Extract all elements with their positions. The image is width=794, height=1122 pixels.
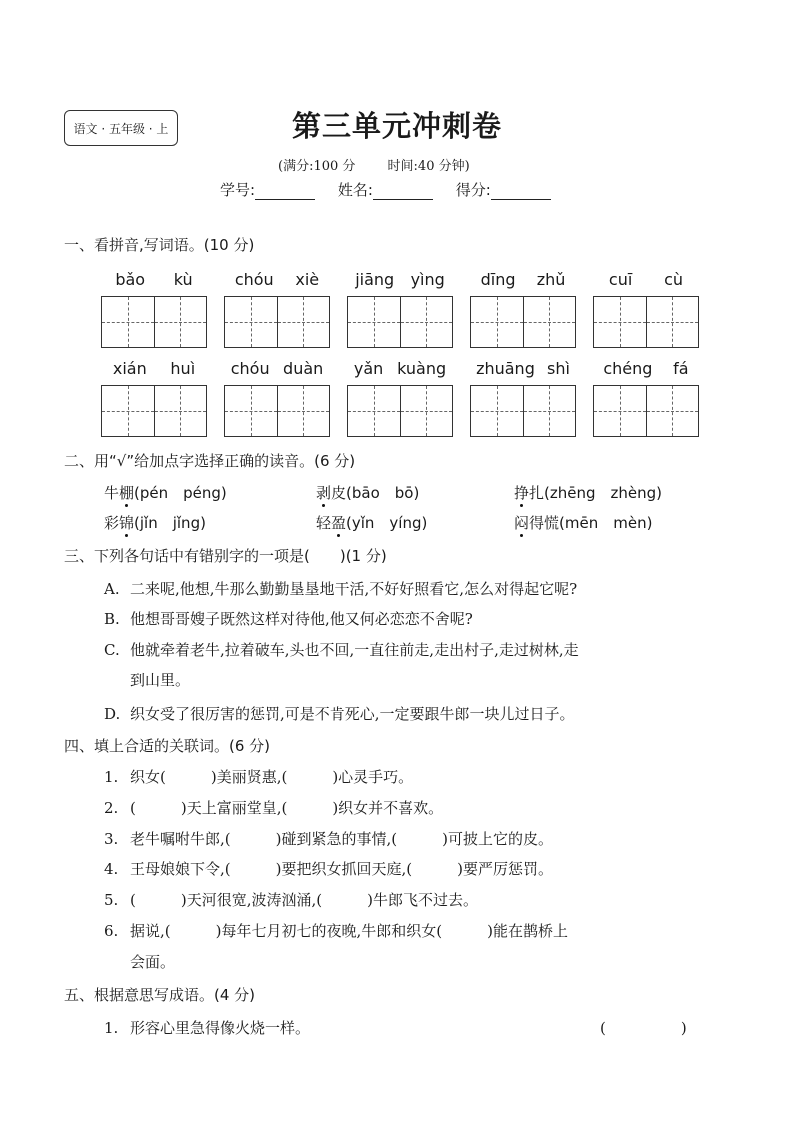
student-id-label: 学号: (220, 181, 256, 199)
pinyin: kù (173, 270, 193, 289)
question-item[interactable] (104, 889, 478, 910)
writing-grid[interactable] (347, 296, 453, 348)
reading-item[interactable] (104, 482, 227, 503)
score-label: 得分: (455, 181, 491, 199)
pinyin: yǎn (353, 359, 384, 378)
name-label: 姓名: (337, 181, 373, 199)
writing-grid[interactable] (224, 296, 330, 348)
pinyin: shì (546, 359, 570, 378)
name-field[interactable] (338, 179, 433, 200)
char: 轻 (316, 514, 332, 532)
pinyin: chóu (234, 270, 274, 289)
question-text: 织女( )美丽贤惠,( )心灵手巧。 (130, 768, 414, 786)
reading-item[interactable] (514, 512, 652, 533)
option-text: 二来呢,他想,牛那么勤勤垦垦地干活,不好好照看它,怎么对得起它呢? (130, 580, 578, 598)
pinyin: xián (112, 359, 147, 378)
pinyin-group (101, 270, 207, 348)
question-text: 形容心里急得像火烧一样。 (130, 1019, 311, 1037)
student-info (220, 179, 569, 200)
answer-blank[interactable]: ( ) (600, 1019, 687, 1037)
pinyin-options: (zhēng zhèng) (544, 484, 663, 502)
question-number: 4. (104, 860, 119, 878)
pinyin-group (101, 359, 207, 437)
char: 皮 (331, 484, 347, 502)
subject-grade-text: 语文 · 五年级 · 上 (73, 121, 169, 136)
question-item[interactable] (104, 797, 443, 818)
option-c[interactable] (104, 639, 579, 660)
writing-grid[interactable] (470, 296, 576, 348)
full-score: (满分:100 分 (278, 159, 356, 174)
dotted-char: 剥 (316, 484, 332, 502)
pinyin: kuàng (397, 359, 447, 378)
pinyin: huì (170, 359, 196, 378)
page-title: 第三单元冲刺卷 (291, 109, 502, 143)
question-number: 6. (104, 922, 119, 940)
pinyin-group (593, 359, 699, 437)
pinyin: dīng (480, 270, 516, 289)
writing-grid[interactable] (101, 385, 207, 437)
pinyin: fá (673, 359, 689, 378)
option-label: B. (104, 610, 120, 628)
writing-grid[interactable] (593, 296, 699, 348)
pinyin: cuī (608, 270, 633, 289)
question-item[interactable] (104, 858, 553, 879)
pinyin-group (224, 359, 330, 437)
writing-grid[interactable] (347, 385, 453, 437)
pinyin-options: (bāo bō) (346, 484, 420, 502)
pinyin-group (347, 270, 453, 348)
question-number: 3. (104, 830, 119, 848)
section4-heading: 四、填上合适的关联词。(6 分) (64, 737, 271, 755)
question-text: 据说,( )每年七月初七的夜晚,牛郎和织女( )能在鹊桥上 (130, 922, 568, 940)
student-id-field[interactable] (220, 179, 315, 200)
question-text: ( )天河很宽,波涛汹涌,( )牛郎飞不过去。 (130, 891, 478, 909)
char: 扎 (529, 484, 545, 502)
pinyin-group (470, 359, 576, 437)
question-item (104, 1017, 310, 1038)
reading-item[interactable] (104, 512, 206, 533)
exam-meta (278, 155, 498, 174)
question-text: 老牛嘱咐牛郎,( )碰到紧急的事情,( )可披上它的皮。 (130, 830, 553, 848)
option-text: 他就牵着老牛,拉着破车,头也不回,一直往前走,走出村子,走过树林,走 (130, 641, 579, 659)
pinyin-group (347, 359, 453, 437)
question-number: 2. (104, 799, 119, 817)
score-field[interactable] (456, 179, 551, 200)
pinyin-group (593, 270, 699, 348)
char: 彩 (104, 514, 120, 532)
option-b[interactable] (104, 608, 473, 629)
pinyin-group (470, 270, 576, 348)
dotted-char: 盈 (331, 514, 347, 532)
pinyin: cù (664, 270, 684, 289)
option-a[interactable] (104, 578, 577, 599)
question-number: 1. (104, 768, 119, 786)
pinyin: chóu (230, 359, 270, 378)
pinyin-options: (pén péng) (134, 484, 227, 502)
pinyin: duàn (283, 359, 324, 378)
section5-heading: 五、根据意思写成语。(4 分) (64, 986, 256, 1004)
pinyin: zhǔ (536, 270, 566, 289)
dotted-char: 挣 (514, 484, 530, 502)
option-text: 他想哥哥嫂子既然这样对待他,他又何必恋恋不舍呢? (130, 610, 473, 628)
char: 得慌 (529, 514, 560, 532)
pinyin: xiè (295, 270, 320, 289)
question-text: 王母娘娘下令,( )要把织女抓回天庭,( )要严厉惩罚。 (130, 860, 553, 878)
question-number: 5. (104, 891, 119, 909)
reading-item[interactable] (514, 482, 662, 503)
dotted-char: 棚 (119, 484, 135, 502)
option-text: 织女受了很厉害的惩罚,可是不肯死心,一定要跟牛郎一块儿过日子。 (130, 705, 575, 723)
pinyin: jiāng (355, 270, 395, 289)
question-item[interactable] (104, 828, 553, 849)
option-label: A. (104, 580, 120, 598)
writing-grid[interactable] (224, 385, 330, 437)
pinyin-options: (yǐn yíng) (346, 514, 428, 532)
option-label: D. (104, 705, 121, 723)
writing-grid[interactable] (593, 385, 699, 437)
writing-grid[interactable] (470, 385, 576, 437)
dotted-char: 闷 (514, 514, 530, 532)
option-label: C. (104, 641, 120, 659)
pinyin-group (224, 270, 330, 348)
option-c-continued: 到山里。 (130, 671, 191, 689)
dotted-char: 锦 (119, 514, 135, 532)
question-continued: 会面。 (130, 953, 176, 971)
pinyin-options: (mēn mèn) (559, 514, 653, 532)
question-item[interactable] (104, 920, 568, 941)
pinyin: zhuāng (476, 359, 535, 378)
pinyin: bǎo (115, 270, 146, 289)
pinyin: yìng (410, 270, 445, 289)
section3-heading: 三、下列各句话中有错别字的一项是( )(1 分) (64, 547, 387, 565)
writing-grid[interactable] (101, 296, 207, 348)
question-text: ( )天上富丽堂皇,( )织女并不喜欢。 (130, 799, 444, 817)
section1-heading: 一、看拼音,写词语。(10 分) (64, 236, 255, 254)
pinyin-options: (jǐn jǐng) (134, 514, 206, 532)
reading-item[interactable] (316, 512, 427, 533)
question-number: 1. (104, 1019, 119, 1037)
option-d[interactable] (104, 703, 575, 724)
char: 牛 (104, 484, 120, 502)
section2-heading: 二、用“√”给加点字选择正确的读音。(6 分) (64, 452, 356, 470)
reading-item[interactable] (316, 482, 419, 503)
pinyin: chéng (603, 359, 653, 378)
question-item[interactable] (104, 766, 413, 787)
time-limit: 时间:40 分钟) (387, 159, 470, 174)
